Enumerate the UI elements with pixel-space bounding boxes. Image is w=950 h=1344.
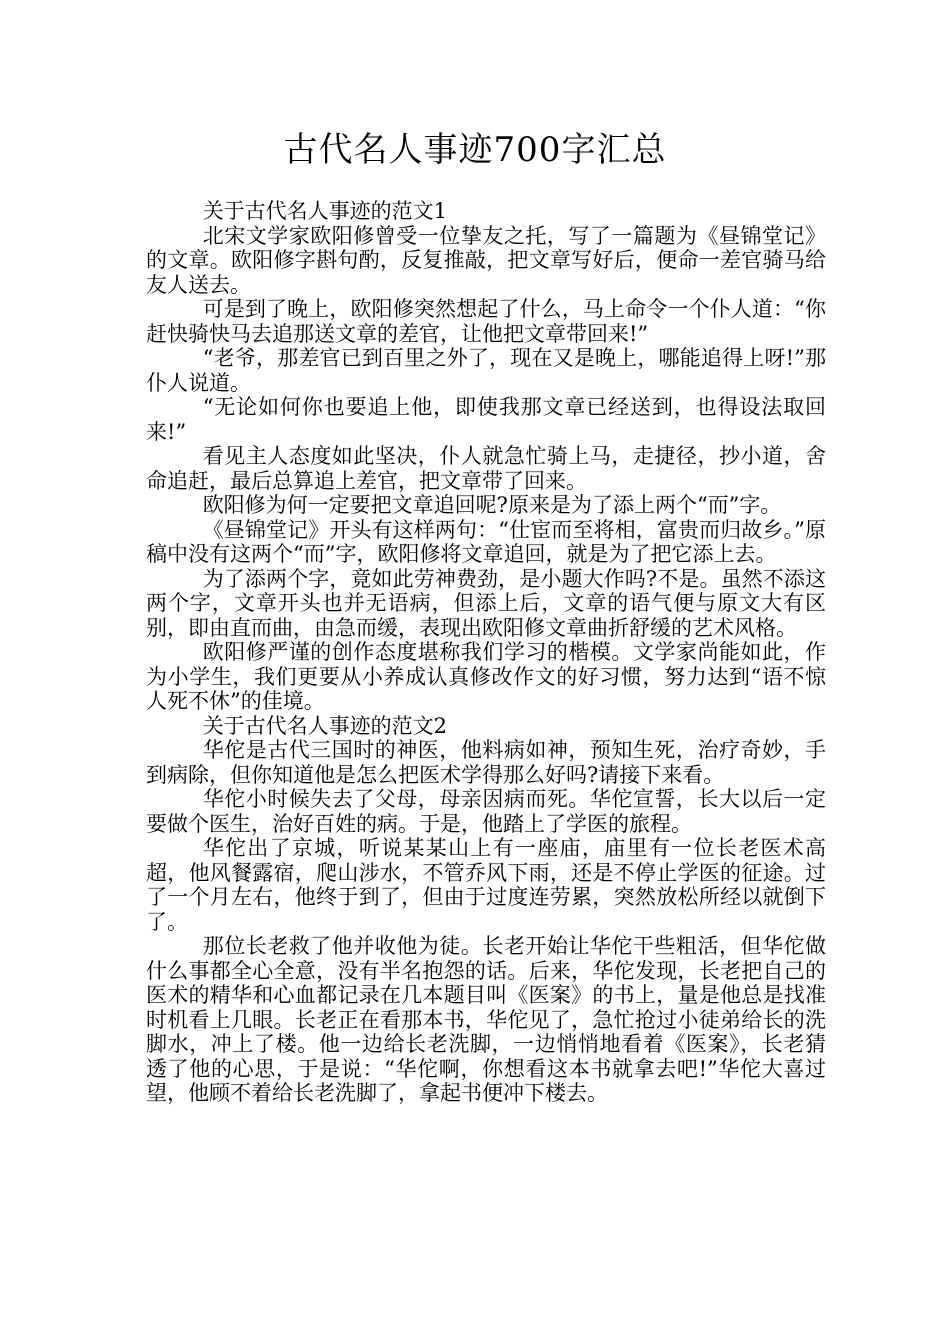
document-body xyxy=(146,199,826,1106)
paragraph: 北宋文学家欧阳修曾受一位挚友之托，写了一篇题为《昼锦堂记》的文章。欧阳修字斟句酌，反复推敲，把文章写好后，便命一差官骑马给友人送去。 xyxy=(146,223,826,297)
paragraph: 华佗小时候失去了父母，母亲因病而死。华佗宣誓，长大以后一定要做个医生，治好百姓的病。于是，他踏上了学医的旅程。 xyxy=(146,787,826,836)
document-title: 古代名人事迹700字汇总 xyxy=(283,130,667,170)
paragraph: “老爷，那差官已到百里之外了，现在又是晚上，哪能追得上呀!”那仆人说道。 xyxy=(146,346,826,395)
paragraph: 那位长老救了他并收他为徒。长老开始让华佗干些粗活，但华佗做什么事都全心全意，没有半名抱怨的话。后来，华佗发现，长老把自己的医术的精华和心血都记录在几本题目叫《医案》的书上，量是他总是找准时机看上几眼。长老正在看那本书，华佗见了，急忙抢过小徒弟给长的洗脚水，冲上了楼。他一边给长老洗脚，一边悄悄地看着《医案》，长老猜透了他的心思，于是说：“华佗啊，你想看这本书就拿去吧!”华佗大喜过望，他顾不着给长老洗脚了，拿起书便冲下楼去。 xyxy=(146,934,826,1105)
section-heading-1: 关于古代名人事迹的范文1 xyxy=(202,199,448,223)
paragraph: 为了添两个字，竟如此劳神费劲，是小题大作吗?不是。虽然不添这两个字，文章开头也并无语病，但添上后，文章的语气便与原文大有区别，即由直而曲，由急而缓，表现出欧阳修文章曲折舒缓的艺术风格。 xyxy=(146,566,826,640)
paragraph: 欧阳修为何一定要把文章追回呢?原来是为了添上两个“而”字。 xyxy=(202,493,782,517)
paragraph: 华佗出了京城，听说某某山上有一座庙，庙里有一位长老医术高超，他风餐露宿，爬山涉水，不管乔风下雨，还是不停止学医的征途。过了一个月左右，他终于到了，但由于过度连劳累，突然放松所经以就倒下了。 xyxy=(146,836,826,934)
section-heading-2: 关于古代名人事迹的范文2 xyxy=(202,713,448,738)
paragraph: “无论如何你也要追上他，即使我那文章已经送到，也得设法取回来!” xyxy=(146,395,826,444)
paragraph: 可是到了晚上，欧阳修突然想起了什么，马上命令一个仆人道：“你赶快骑快马去追那送文章的差官，让他把文章带回来!” xyxy=(146,297,826,346)
paragraph: 欧阳修严谨的创作态度堪称我们学习的楷模。文学家尚能如此，作为小学生，我们更要从小养成认真修改作文的好习惯，努力达到“语不惊人死不休”的佳境。 xyxy=(146,640,826,713)
paragraph: 看见主人态度如此坚决，仆人就急忙骑上马，走捷径，抄小道，舍命追赶，最后总算追上差官，把文章带了回来。 xyxy=(146,444,826,493)
paragraph: 《昼锦堂记》开头有这样两句：“仕宦而至将相，富贵而归故乡。”原稿中没有这两个“而”字，欧阳修将文章追回，就是为了把它添上去。 xyxy=(146,517,826,566)
paragraph: 华佗是古代三国时的神医，他料病如神，预知生死，治疗奇妙，手到病除，但你知道他是怎么把医术学得那么好吗?请接下来看。 xyxy=(146,738,826,787)
